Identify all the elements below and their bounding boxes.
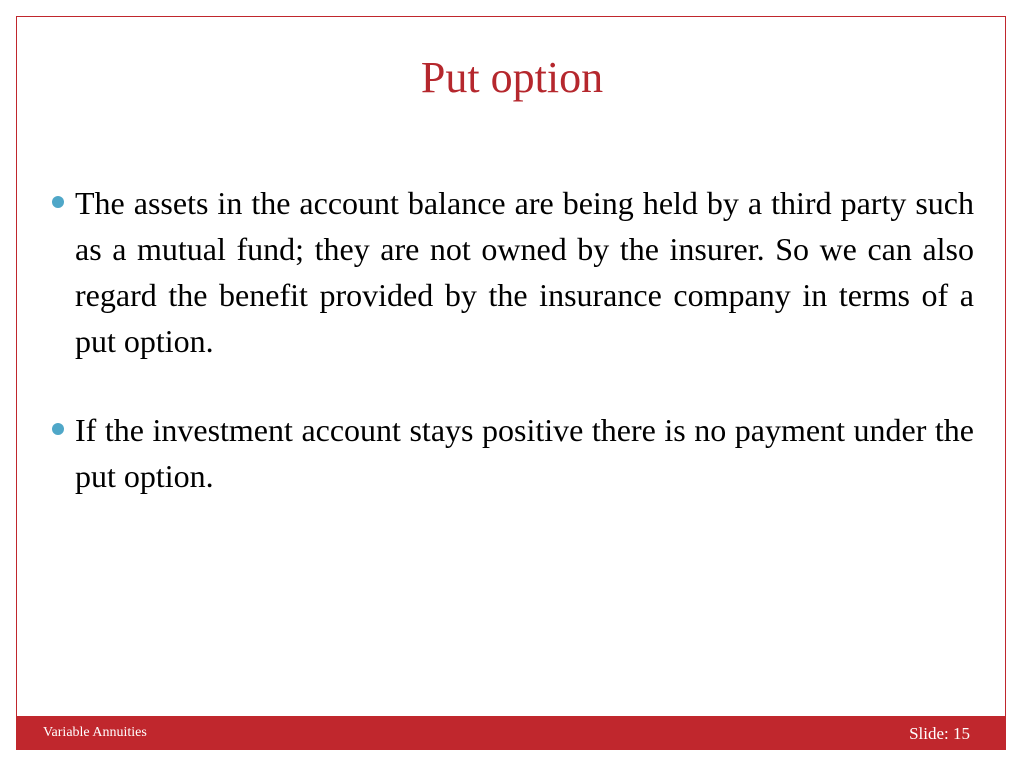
bullet-circle-icon — [52, 196, 64, 208]
bullet-circle-icon — [52, 423, 64, 435]
footer-bar — [16, 716, 1006, 750]
bullet-list — [52, 180, 974, 542]
slide-title: Put option — [420, 53, 604, 102]
footer-slide-number: Slide: 15 — [909, 724, 970, 743]
bullet-item-1 — [52, 180, 974, 364]
bullet-text-2: If the investment account stays positive there is no payment under the put option. — [75, 412, 974, 494]
bullet-text-1: The assets in the account balance are being held by a third party such as a mutual fund; they are not owned by the insurer. So we can also regard the benefit provided by the insurance company in terms of a put option. — [75, 185, 974, 359]
bullet-item-2 — [52, 407, 974, 499]
footer-presentation-title: Variable Annuities — [43, 725, 147, 740]
